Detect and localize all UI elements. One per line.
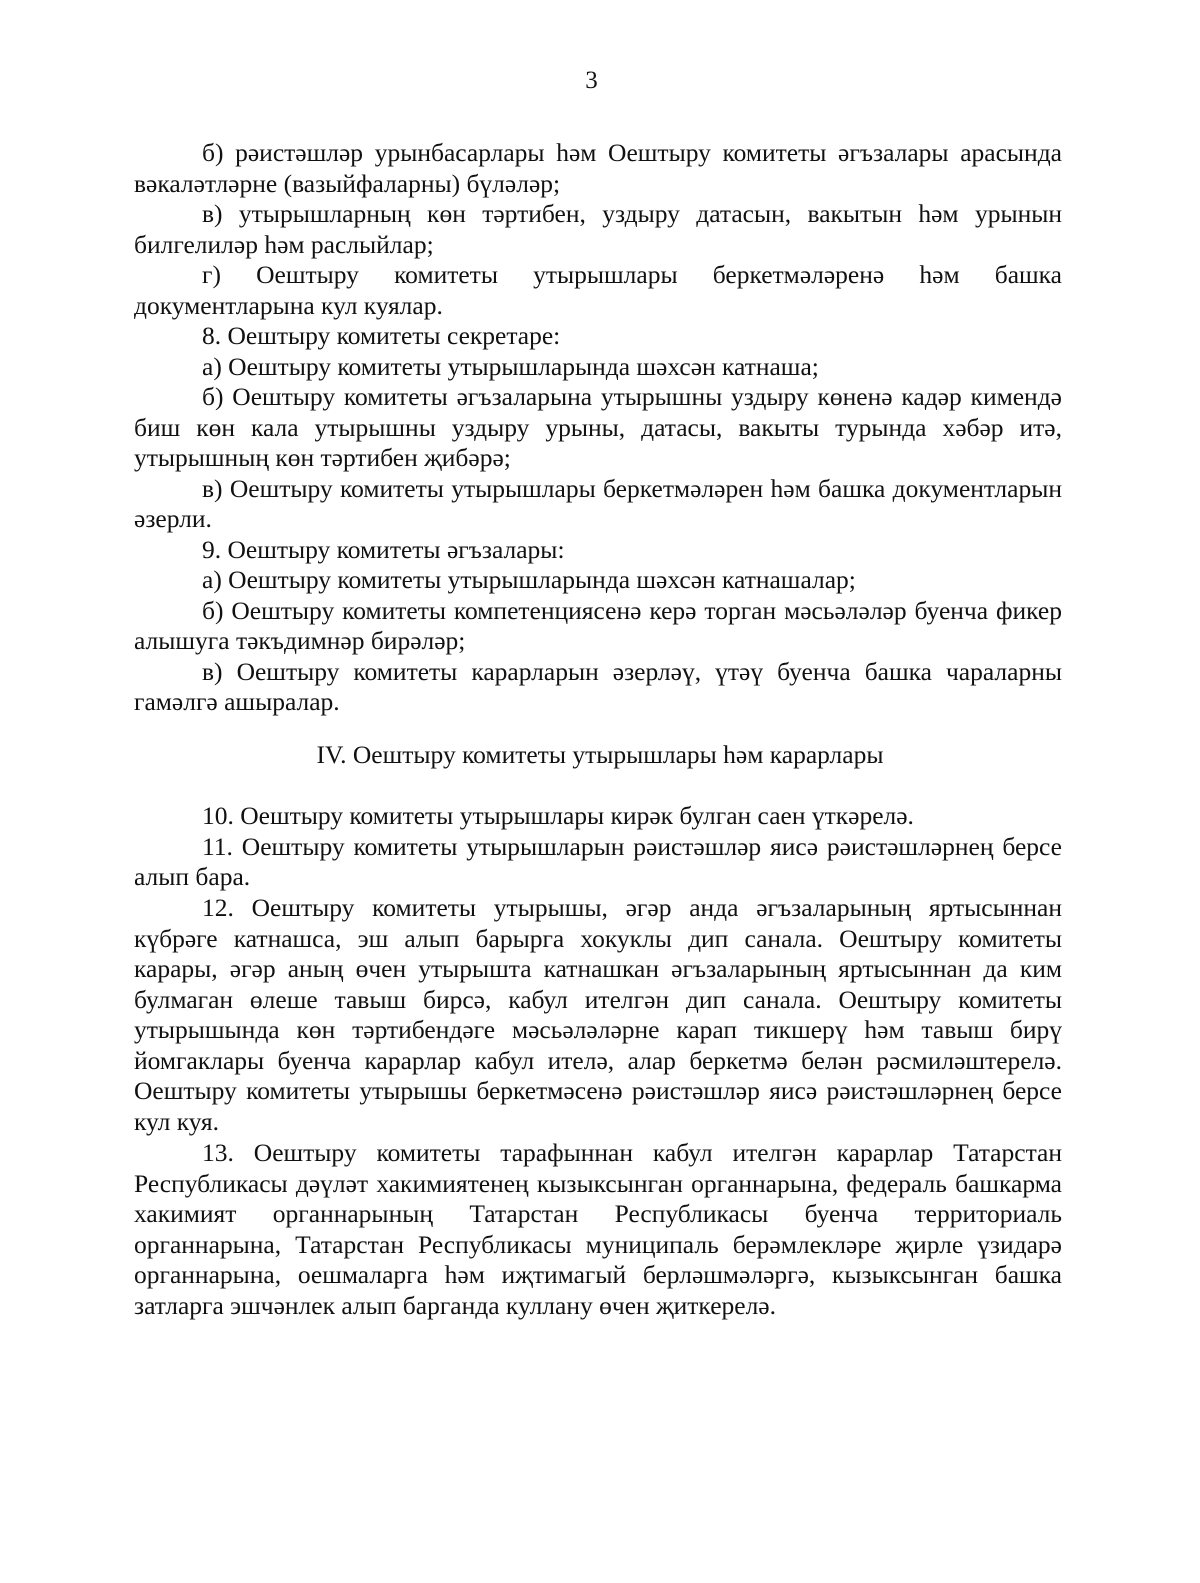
paragraph-clause-v: в) утырышларның көн тәртибен, уздыру датасын, вакытын һәм урынын билгелиләр һәм раслыйлар; bbox=[134, 199, 1062, 259]
paragraph-item-10: 10. Оештыру комитеты утырышлары кирәк булган саен үткәрелә. bbox=[202, 801, 914, 830]
paragraph-item-9-a: а) Оештыру комитеты утырышларында шәхсән катнашалар; bbox=[202, 565, 856, 594]
paragraph-item-9: 9. Оештыру комитеты әгъзалары: bbox=[202, 534, 565, 564]
section-bottom-paragraphs-c bbox=[134, 1138, 1062, 1321]
section-top-paragraphs bbox=[134, 138, 1062, 718]
paragraph-item-9-b: б) Оештыру комитеты компетенциясенә керә торган мәсьәләләр буенча фикер алышуга тәкъдимнәр бирәләр; bbox=[134, 595, 1062, 655]
paragraph-clause-b: б) рәистәшләр урынбасарлары һәм Оештыру комитеты әгъзалары арасында вәкаләтләрне (вазыйфаларны) бүләләр; bbox=[134, 138, 1062, 198]
paragraph-item-8-v: в) Оештыру комитеты утырышлары беркетмәләрен һәм башка документларын әзерли. bbox=[134, 473, 1062, 533]
section-bottom-paragraphs-a bbox=[134, 801, 1062, 893]
paragraph-item-8-a: а) Оештыру комитеты утырышларында шәхсән катнаша; bbox=[202, 351, 819, 381]
paragraph-item-11: 11. Оештыру комитеты утырышларын рәистәшләр яисә рәистәшләрнең берсе алып бара. bbox=[134, 831, 1062, 891]
paragraph-item-8-b: б) Оештыру комитеты әгъзаларына утырышны уздыру көненә кадәр кимендә биш көн кала утырышны уздыру урыны, датасы, вакыты турында хәбәр итә, утырышның көн тәртибен җибәрә; bbox=[134, 382, 1062, 472]
section-bottom-paragraphs-b bbox=[134, 893, 1062, 1137]
section-heading: IV. Оештыру комитеты утырышлары һәм карарлары bbox=[316, 740, 884, 769]
paragraph-item-9-v: в) Оештыру комитеты карарларын әзерләү, үтәү буенча башка чараларны гамәлгә ашыралар. bbox=[134, 656, 1062, 716]
paragraph-item-13: 13. Оештыру комитеты тарафыннан кабул ителгән карарлар Татарстан Республикасы дәүләт хакимиятенең кызыксынган органнарына, федераль башкарма хакимият органнарының Татарстан Республикасы буенча территориаль органнарына, Татарстан Республикасы муниципаль берәмлекләре җирле үзидарә органнарына, оешмаларга һәм иҗтимагый берләшмәләргә, кызыксынган башка затларга эшчәнлек алып барганда куллану өчен җиткерелә. bbox=[134, 1138, 1062, 1320]
paragraph-clause-g: г) Оештыру комитеты утырышлары беркетмәләренә һәм башка документларына кул куялар. bbox=[134, 260, 1062, 320]
paragraph-item-8: 8. Оештыру комитеты секретаре: bbox=[202, 321, 561, 350]
page-number: 3 bbox=[585, 67, 598, 94]
paragraph-item-12: 12. Оештыру комитеты утырышы, әгәр анда әгъзаларының яртысыннан күбрәге катнашса, эш алып барырга хокуклы дип санала. Оештыру комитеты карары, әгәр аның өчен утырышта катнашкан әгъзаларының яртысыннан да ким булмаган өлеше тавыш бирсә, кабул ителгән дип санала. Оештыру комитеты утырышында көн тәртибендәге мәсьәләләрне карап тикшерү һәм тавыш бирү йомгаклары буенча карарлар кабул ителә, алар беркетмә белән рәсмиләштерелә. Оештыру комитеты утырышы беркетмәсенә рәистәшләр яисә рәистәшләрнең берсе кул куя. bbox=[134, 893, 1062, 1136]
